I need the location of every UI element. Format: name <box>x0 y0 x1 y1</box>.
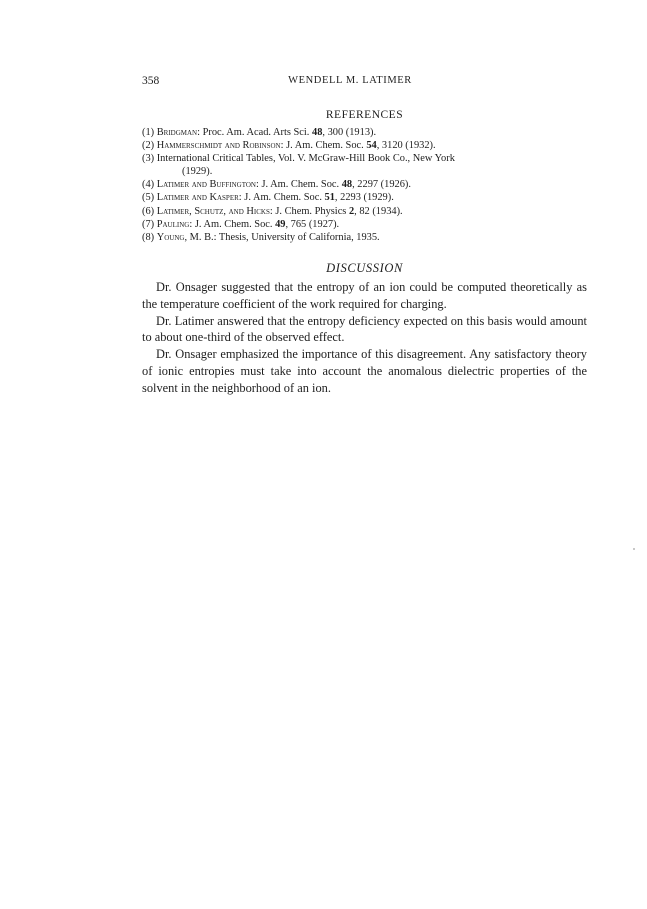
reference-item: (5) Latimer and Kasper: J. Am. Chem. Soc. 51, 2293 (1929). <box>142 192 394 204</box>
discussion-paragraph: Dr. Latimer answered that the entropy deficiency expected on this basis would amount to about one-third of the observed effect. <box>142 313 587 345</box>
references-heading: REFERENCES <box>325 109 404 121</box>
running-title: WENDELL M. LATIMER <box>288 75 412 86</box>
discussion-heading: DISCUSSION <box>326 261 403 275</box>
reference-item: (4) Latimer and Buffington: J. Am. Chem. Soc. 48, 2297 (1926). <box>142 179 411 191</box>
scan-speck <box>633 548 635 550</box>
references-list <box>142 126 587 244</box>
reference-item: (1) Bridgman: Proc. Am. Acad. Arts Sci. 48, 300 (1913). <box>142 127 377 138</box>
reference-item: (6) Latimer, Schutz, and Hicks: J. Chem. Physics 2, 82 (1934). <box>142 205 403 217</box>
running-head <box>142 75 522 91</box>
discussion-body <box>142 279 587 397</box>
page-number: 358 <box>142 75 160 87</box>
discussion-paragraph: Dr. Onsager suggested that the entropy of an ion could be computed theoretically as the temperature coefficient of the work required for charging. <box>142 280 587 311</box>
reference-item-continuation: (1929). <box>182 166 213 178</box>
reference-item: (3) International Critical Tables, Vol. V. McGraw-Hill Book Co., New York <box>142 153 455 165</box>
reference-item: (2) Hammerschmidt and Robinson: J. Am. Chem. Soc. 54, 3120 (1932). <box>142 140 436 152</box>
reference-item: (8) Young, M. B.: Thesis, University of California, 1935. <box>142 231 380 243</box>
reference-item: (7) Pauling: J. Am. Chem. Soc. 49, 765 (1927). <box>142 218 340 230</box>
discussion-paragraph: Dr. Onsager emphasized the importance of this disagreement. Any satisfactory theory of ionic entropies must take into account the anomalous dielectric properties of the solvent in the neighborhood of an ion. <box>142 347 587 395</box>
